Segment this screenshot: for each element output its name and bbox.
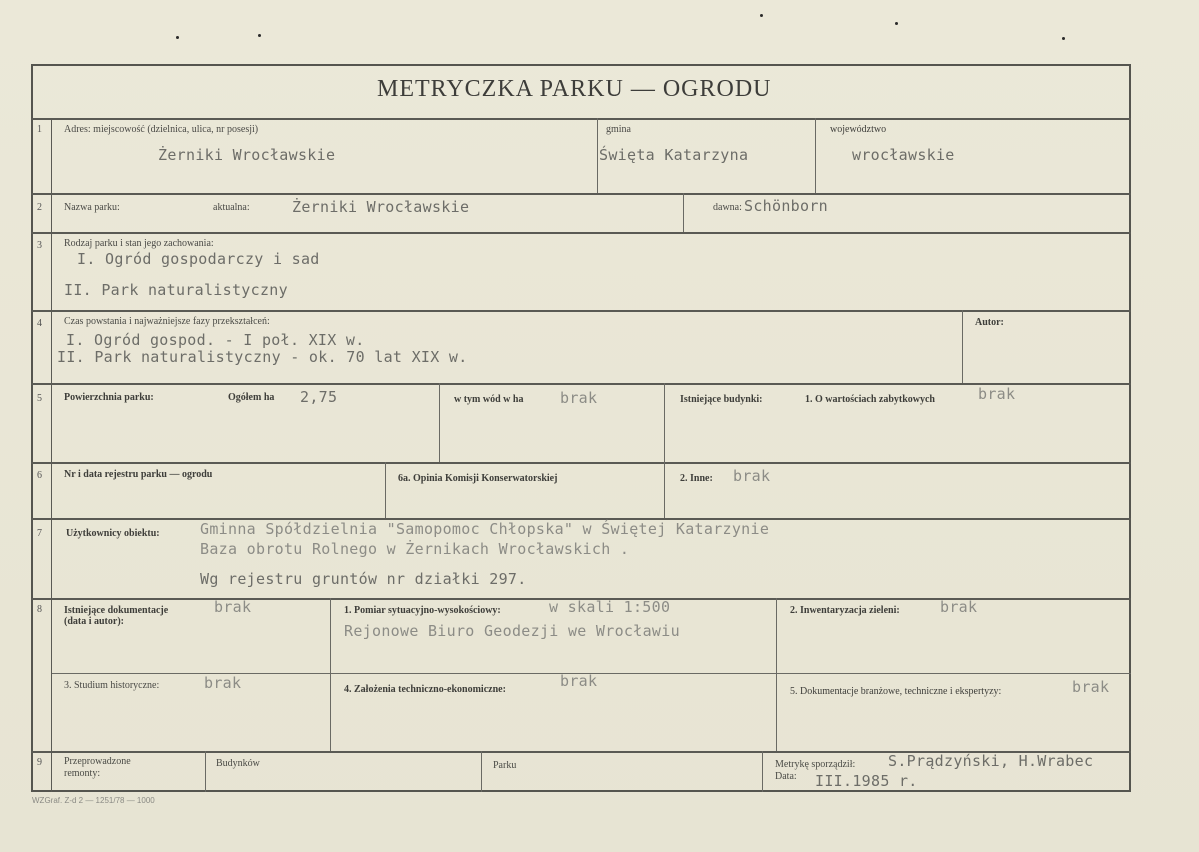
- cell-divider: [330, 598, 331, 751]
- row-divider: [31, 193, 1131, 195]
- history-phase-1: I. Ogród gospod. - I poł. XIX w.: [66, 331, 365, 349]
- total-area-label: Ogółem ha: [228, 392, 275, 403]
- historical-study-value: brak: [204, 674, 242, 692]
- documentation-label: Istniejące dokumentacje: [64, 605, 169, 616]
- current-name-label: aktualna:: [213, 202, 250, 213]
- gmina-value: Święta Katarzyna: [599, 146, 749, 164]
- technical-assumptions-label: 4. Założenia techniczno-ekonomiczne:: [344, 684, 506, 695]
- compiled-by-value: S.Prądzyński, H.Wrabec: [888, 752, 1094, 770]
- page-title: METRYCZKA PARKU — OGRODU: [377, 76, 772, 102]
- ink-speck: [895, 22, 898, 25]
- ink-speck: [760, 14, 763, 17]
- row-number: 7: [37, 528, 42, 539]
- row-number: 3: [37, 240, 42, 251]
- other-buildings-label: 2. Inne:: [680, 473, 713, 484]
- park-type-label: Rodzaj parku i stan jego zachowania:: [64, 238, 214, 249]
- monument-buildings-value: brak: [978, 385, 1016, 403]
- row-divider: [31, 310, 1131, 312]
- voivodeship-label: województwo: [830, 124, 887, 135]
- other-buildings-value: brak: [733, 467, 771, 485]
- historical-study-label: 3. Studium historyczne:: [64, 680, 160, 691]
- buildings-repairs-label: Budynków: [216, 758, 260, 769]
- author-label: Autor:: [975, 317, 1004, 328]
- row-number: 8: [37, 604, 42, 615]
- row-number: 4: [37, 318, 42, 329]
- cell-divider: [664, 462, 665, 518]
- former-name-value: Schönborn: [744, 197, 828, 215]
- cell-divider: [385, 462, 386, 518]
- park-name-label: Nazwa parku:: [64, 202, 120, 213]
- compiled-by-label: Metrykę sporządził:: [775, 759, 856, 770]
- users-label: Użytkownicy obiektu:: [66, 528, 160, 539]
- cell-divider: [205, 751, 206, 792]
- repairs-label-sub: remonty:: [64, 768, 101, 779]
- print-footer: WZGraf. Z-d 2 — 1251/78 — 1000: [32, 796, 155, 805]
- row-number: 9: [37, 757, 42, 768]
- cell-divider: [439, 383, 440, 462]
- date-label: Data:: [775, 771, 797, 782]
- water-area-value: brak: [560, 389, 598, 407]
- row-divider: [31, 118, 1131, 120]
- greenery-inventory-label: 2. Inwentaryzacja zieleni:: [790, 605, 900, 616]
- users-line-3: Wg rejestru gruntów nr działki 297.: [200, 570, 527, 588]
- branch-documentation-label: 5. Dokumentacje branżowe, techniczne i ekspertyzy:: [790, 686, 1002, 697]
- row-number: 1: [37, 124, 42, 135]
- cell-divider: [815, 118, 816, 193]
- park-type-line-1: I. Ogród gospodarczy i sad: [77, 250, 320, 268]
- cell-divider: [664, 383, 665, 462]
- survey-value: w skali 1:500: [549, 598, 671, 616]
- users-line-2: Baza obrotu Rolnego w Żernikach Wrocławskich .: [200, 540, 630, 558]
- cell-divider: [481, 751, 482, 792]
- documentation-label-sub: (data i autor):: [64, 616, 124, 627]
- survey-label: 1. Pomiar sytuacyjno-wysokościowy:: [344, 605, 501, 616]
- monument-buildings-label: 1. O wartościach zabytkowych: [805, 394, 935, 405]
- history-phases-label: Czas powstania i najważniejsze fazy przekształceń:: [64, 316, 270, 327]
- cell-divider: [683, 193, 684, 232]
- history-phase-2: II. Park naturalistyczny - ok. 70 lat XIX w.: [57, 348, 468, 366]
- row-divider: [31, 462, 1131, 464]
- row-number: 6: [37, 470, 42, 481]
- date-value: III.1985 r.: [815, 772, 918, 790]
- water-area-label: w tym wód w ha: [454, 394, 524, 405]
- cell-divider: [597, 118, 598, 193]
- register-label: Nr i data rejestru parku — ogrodu: [64, 469, 213, 480]
- survey-office: Rejonowe Biuro Geodezji we Wrocławiu: [344, 622, 680, 640]
- row-divider: [31, 383, 1131, 385]
- row-number: 2: [37, 202, 42, 213]
- address-value: Żerniki Wrocławskie: [158, 146, 336, 164]
- park-type-line-2: II. Park naturalistyczny: [64, 281, 288, 299]
- total-area-value: 2,75: [300, 388, 338, 406]
- existing-buildings-label: Istniejące budynki:: [680, 394, 763, 405]
- commission-opinion-label: 6a. Opinia Komisji Konserwatorskiej: [398, 473, 558, 484]
- documentation-value: brak: [214, 598, 252, 616]
- branch-documentation-value: brak: [1072, 678, 1110, 696]
- cell-divider: [962, 310, 963, 383]
- park-repairs-label: Parku: [493, 760, 517, 771]
- number-column-separator: [51, 118, 52, 792]
- gmina-label: gmina: [606, 124, 631, 135]
- current-name-value: Żerniki Wrocławskie: [292, 198, 470, 216]
- cell-divider: [762, 751, 763, 792]
- row-divider: [31, 232, 1131, 234]
- voivodeship-value: wrocławskie: [852, 146, 955, 164]
- users-line-1: Gminna Spółdzielnia "Samopomoc Chłopska" w Świętej Katarzynie: [200, 520, 770, 538]
- ink-speck: [258, 34, 261, 37]
- repairs-label: Przeprowadzone: [64, 756, 131, 767]
- former-name-label: dawna:: [713, 202, 742, 213]
- park-area-label: Powierzchnia parku:: [64, 392, 154, 403]
- row-number: 5: [37, 393, 42, 404]
- greenery-inventory-value: brak: [940, 598, 978, 616]
- technical-assumptions-value: brak: [560, 672, 598, 690]
- ink-speck: [1062, 37, 1065, 40]
- cell-divider: [776, 598, 777, 751]
- address-label: Adres: miejscowość (dzielnica, ulica, nr posesji): [64, 124, 259, 135]
- ink-speck: [176, 36, 179, 39]
